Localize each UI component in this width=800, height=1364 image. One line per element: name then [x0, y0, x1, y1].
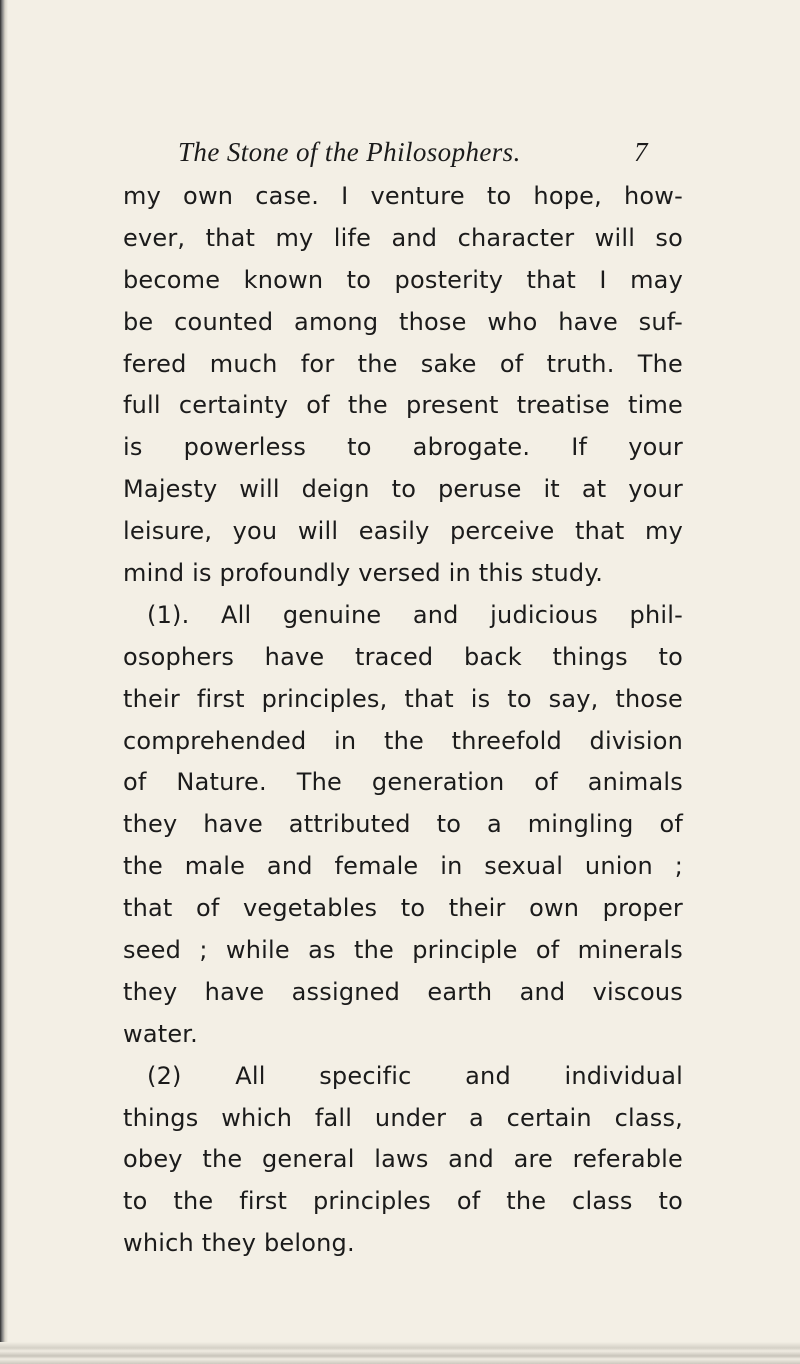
text-line: ever, that my life and character will so — [123, 223, 683, 252]
text-line: comprehended in the threefold division — [123, 726, 683, 755]
text-line: seed ; while as the principle of minerals — [123, 936, 683, 965]
text-line: they have attributed to a mingling of — [123, 810, 683, 839]
text-line: (1). All genuine and judicious phil- — [147, 600, 683, 629]
text-line: fered much for the sake of truth. The — [123, 349, 683, 378]
text-line: that of vegetables to their own proper — [123, 894, 683, 923]
text-line: to the first principles of the class to — [123, 1187, 683, 1216]
page-edge-bottom — [0, 1342, 800, 1364]
running-title: The Stone of the Philosophers. — [178, 137, 521, 167]
page-edge-left — [0, 0, 8, 1364]
text-line: full certainty of the present treatise time — [123, 391, 683, 420]
text-line: which they belong. — [123, 1229, 355, 1258]
body-text — [123, 176, 683, 1265]
text-line: the male and female in sexual union ; — [123, 852, 683, 881]
text-line: osophers have traced back things to — [123, 642, 683, 671]
text-line: water. — [123, 1019, 199, 1048]
text-line: (2) All specific and individual — [147, 1061, 683, 1090]
text-line: become known to posterity that I may — [123, 265, 683, 294]
text-line: is powerless to abrogate. If your — [123, 433, 683, 462]
text-line: leisure, you will easily perceive that my — [123, 517, 683, 546]
text-line: of Nature. The generation of animals — [123, 768, 683, 797]
text-line: be counted among those who have suf- — [123, 307, 683, 336]
text-line: mind is profoundly versed in this study. — [123, 559, 604, 588]
running-head — [0, 137, 800, 167]
text-line: they have assigned earth and viscous — [123, 977, 683, 1006]
text-line: obey the general laws and are referable — [123, 1145, 683, 1174]
page-number: 7 — [634, 137, 648, 167]
text-line: things which fall under a certain class, — [123, 1103, 683, 1132]
text-line: my own case. I venture to hope, how- — [123, 182, 683, 210]
text-line: Majesty will deign to peruse it at your — [123, 475, 683, 504]
text-line: their first principles, that is to say, those — [123, 684, 683, 713]
